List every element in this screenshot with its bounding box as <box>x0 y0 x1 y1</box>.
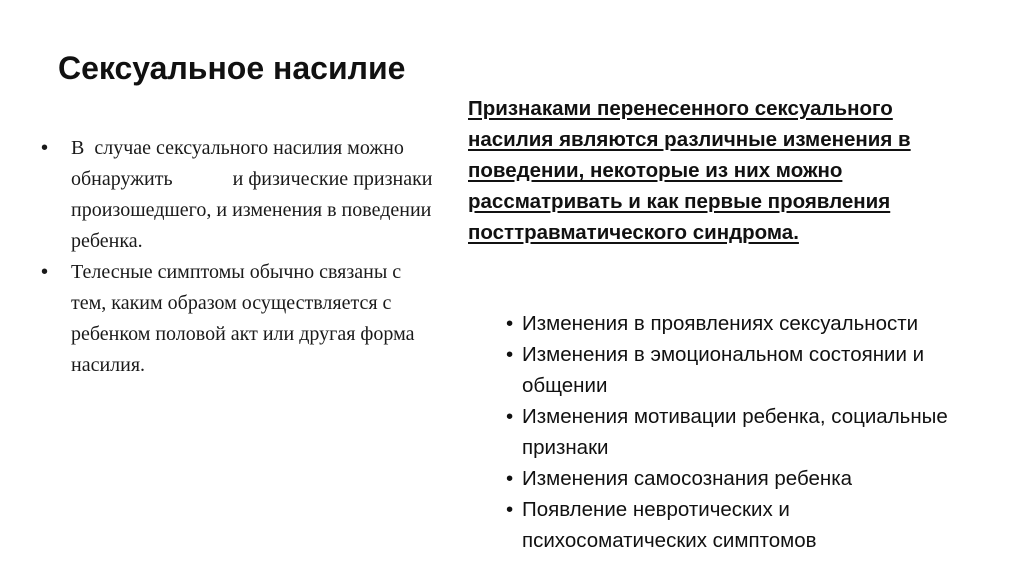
right-list-item-text: Появление невротических и психосоматических симптомов <box>522 498 817 552</box>
bullet-icon: • <box>506 312 514 335</box>
right-bullet-list <box>506 308 966 556</box>
bullet-icon: • <box>41 261 49 283</box>
right-list-item-text: Изменения в эмоциональном состоянии и общении <box>522 343 925 397</box>
left-list-item-text: Телесные симптомы обычно связаны с тем, каким образом осуществляется с ребенком половой акт или другая форма насилия. <box>71 261 415 376</box>
bullet-icon: • <box>506 405 514 428</box>
right-list-item-text: Изменения мотивации ребенка, социальные признаки <box>522 405 948 459</box>
right-list-item <box>506 494 966 556</box>
bullet-icon: • <box>506 498 514 521</box>
bullet-icon: • <box>506 343 514 366</box>
left-list-item <box>36 257 436 381</box>
left-list-item-text: В случае сексуального насилия можно обнаружить и физические признаки произошедшего, и изменения в поведении ребенка. <box>71 137 438 252</box>
bullet-icon: • <box>41 137 49 159</box>
bullet-icon: • <box>506 467 514 490</box>
left-bullet-list <box>36 133 436 381</box>
right-list-item <box>506 401 966 463</box>
right-list-item-text: Изменения самосознания ребенка <box>522 467 853 490</box>
right-list-item <box>506 308 966 339</box>
right-heading: Признаками перенесенного сексуального насилия являются различные изменения в поведении, некоторые из них можно рассматривать и как первые проявления посттравматического синдрома. <box>468 97 911 244</box>
left-list-item <box>36 133 436 257</box>
right-list-item <box>506 339 966 401</box>
right-list-item <box>506 463 966 494</box>
right-list-item-text: Изменения в проявлениях сексуальности <box>522 312 919 335</box>
slide-title: Сексуальное насилие <box>58 50 406 86</box>
